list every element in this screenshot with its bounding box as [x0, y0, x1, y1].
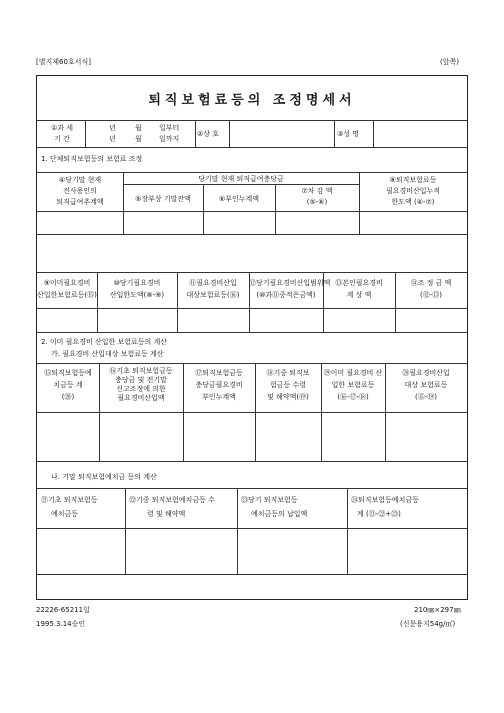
owner-name-label: ③성 명 — [337, 130, 360, 138]
page-title: 퇴직보험료등의 조정명세서 — [148, 93, 356, 108]
col12-header: ⑫당기필요경비산입범위액 — [249, 279, 331, 287]
year-label: 년 — [109, 135, 116, 143]
divider — [347, 488, 348, 574]
col7-header: ⑦차 감 액 — [301, 187, 333, 195]
col4-header: ④당기말 현재 — [58, 176, 102, 184]
divider — [37, 147, 467, 148]
col15-header-3: (⑳) — [61, 393, 75, 401]
day-from-label: 일부터 — [159, 124, 180, 132]
col12-header-2: (⑩과⑪중적은금액) — [256, 291, 316, 299]
col4-header-3: 퇴직급여추계액 — [56, 198, 104, 206]
col11-header: ⑪필요경비산입 — [189, 279, 237, 287]
col18-header: ⑱기중 퇴직보 — [266, 369, 310, 377]
col10-header-2: 산입한도액(⑧-⑨) — [109, 291, 165, 299]
tax-period-label-2: 기 간 — [54, 135, 70, 143]
approval-date: 1995.3.14승인 — [36, 620, 86, 628]
col14-header: ⑭조 정 금 액 — [410, 279, 452, 287]
col20-header-2: 대상 보험료등 — [404, 381, 448, 389]
divider — [229, 120, 230, 147]
col13-header-2: 계 상 액 — [346, 291, 372, 299]
col17-header-2: 충당금필요경비 — [195, 381, 243, 389]
col15-header: ⑮퇴직보험등예 — [44, 369, 92, 377]
divider — [37, 488, 467, 489]
print-side-label: (앞쪽) — [440, 58, 459, 66]
col18-header-3: 및 해약액(⑲) — [267, 393, 309, 401]
col16-header-2: 충당금 및 전기말 — [115, 376, 167, 384]
col17-header: ⑰퇴직보험금등 — [195, 369, 243, 377]
divider — [37, 461, 467, 462]
group-header: 당기말 현재 퇴직급여충당금 — [198, 175, 284, 183]
month-label: 월 — [135, 135, 142, 143]
col8-header-2: 필요경비산입누적 — [385, 187, 441, 195]
paper-type: (신문용지54g/㎡) — [400, 620, 456, 628]
col9-header-2: 산입한보험료등(⑮) — [37, 291, 97, 299]
col22-header: ㉒기중 퇴직보험예치금등 수 — [129, 496, 215, 504]
divider — [37, 363, 467, 364]
divider — [37, 332, 467, 333]
divider — [195, 120, 196, 147]
col4-header-2: 전사용인의 — [63, 187, 97, 195]
col18-header-2: 험금등 수령 — [269, 381, 307, 389]
divider — [37, 234, 467, 235]
col23-header-2: 예치금등의 납입액 — [251, 510, 308, 518]
col20-header-3: (⑮-⑲) — [415, 393, 437, 401]
col14-header-2: (⑫-⑬) — [420, 291, 442, 299]
divider — [123, 211, 124, 234]
col19-header-2: 입한 보험료등 — [331, 381, 375, 389]
col22-header-2: 령 및 해약액 — [147, 510, 186, 518]
col6-header: ⑥부인누계액 — [218, 195, 260, 203]
col20-header: ⑳필요경비산입 — [402, 369, 450, 377]
divider — [37, 574, 467, 575]
adjustment-statement-form — [36, 75, 468, 600]
section2-subheading: 가. 필요경비 산입대상 보험료등 계산 — [51, 350, 164, 358]
day-to-label: 일까지 — [159, 135, 180, 143]
col10-header: ⑩당기필요경비 — [113, 279, 161, 287]
divider — [37, 120, 467, 121]
form-code: 22226-65211일 — [36, 606, 90, 614]
divider — [37, 528, 467, 529]
paper-size: 210㎜×297㎜ — [414, 606, 461, 614]
col11-header-2: 대상보험료등(⑯) — [186, 291, 240, 299]
col19-header: ⑲이미 필요경비 산 — [323, 369, 383, 377]
col9-header: ⑨이미필요경비 — [43, 279, 91, 287]
divider — [37, 272, 467, 273]
divider — [237, 488, 238, 574]
month-label: 월 — [135, 124, 142, 132]
col19-header-3: (⑯-⑰-⑱) — [337, 393, 369, 401]
section1-heading: 1. 단체퇴직보험등의 보험료 조정 — [41, 155, 143, 163]
divider — [125, 488, 126, 574]
col24-header: ㉔퇴직보험등예치금등 — [351, 496, 419, 504]
col8-header-3: 한도액 (④-⑦) — [391, 198, 435, 206]
col24-header-2: 계 (㉑-㉒+㉓) — [357, 510, 401, 518]
divider — [373, 120, 374, 147]
col21-header: ㉑기초 퇴직보험등 — [41, 496, 98, 504]
col5-header: ⑤장부상 기말잔액 — [135, 195, 191, 203]
divider — [334, 120, 335, 147]
divider — [37, 211, 467, 212]
divider — [37, 412, 467, 413]
section3-heading: 나. 기말 퇴직보험예치금 등의 계산 — [51, 473, 157, 481]
tax-period-label: ①과 세 — [50, 124, 74, 132]
form-number: [별지제60호서식] — [36, 58, 91, 66]
divider — [203, 211, 204, 234]
year-label: 년 — [109, 124, 116, 132]
col17-header-3: 부인누계액 — [202, 393, 236, 401]
divider — [37, 172, 467, 173]
divider — [85, 120, 86, 147]
col7-header-2: (⑤-⑥) — [306, 198, 328, 206]
col8-header: ⑧퇴직보험료등 — [389, 176, 437, 184]
divider — [123, 184, 359, 185]
divider — [37, 308, 467, 309]
divider — [275, 211, 276, 234]
col15-header-2: 치금등 계 — [53, 381, 83, 389]
company-name-label: ②상 호 — [197, 130, 220, 138]
col16-header-4: 필요경비산입액 — [117, 394, 165, 402]
section2-heading: 2. 이미 필요경비 산입한 보험료등의 계산 — [41, 338, 167, 346]
col23-header: ㉓당기 퇴직보험등 — [241, 496, 298, 504]
col16-header: ⑯기초 퇴직보험금등 — [109, 367, 173, 375]
col13-header: ⑬본인필요경비 — [335, 279, 383, 287]
col16-header-3: 신고조정에 의한 — [116, 385, 166, 393]
col21-header-2: 예치금등 — [51, 510, 79, 518]
